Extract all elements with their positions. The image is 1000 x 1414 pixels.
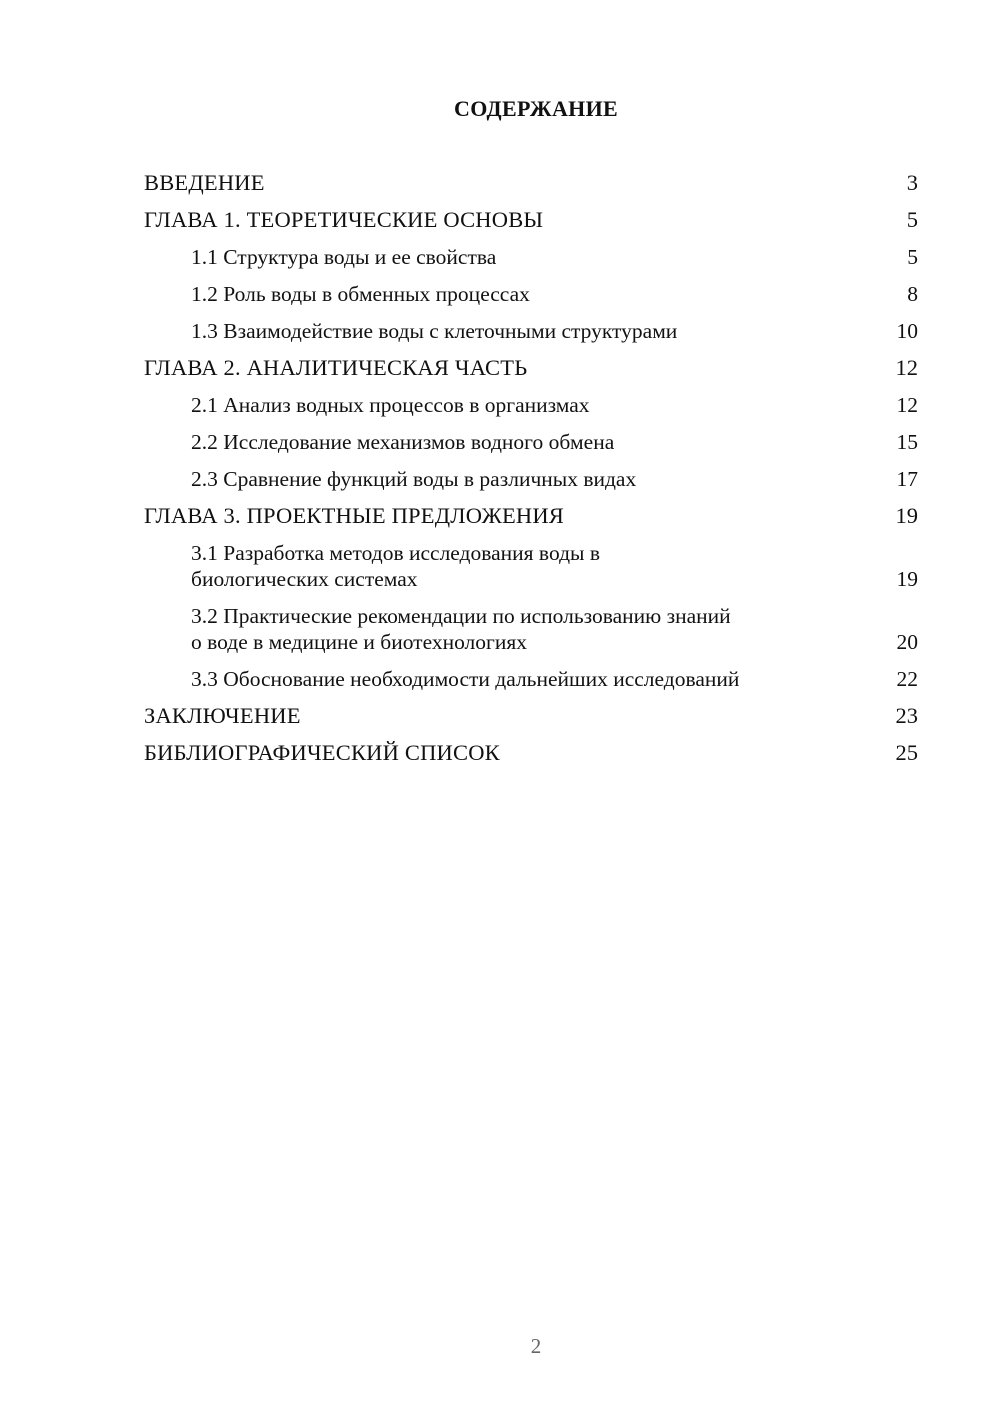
toc-entry-label: 3.3 Обоснование необходимости дальнейших исследований [191,667,740,691]
toc-entry-section-2-3 [144,466,918,492]
toc-entry-page: 8 [907,282,918,306]
toc-entry-label: ГЛАВА 1. ТЕОРЕТИЧЕСКИЕ ОСНОВЫ [144,207,544,232]
toc-entry-label: 3.1 Разработка методов исследования воды в биологических системах [191,541,600,591]
toc-entry-section-3-3 [144,666,918,692]
toc-entry-section-2-1 [144,392,918,418]
toc-entry-page: 12 [896,393,918,417]
toc-entry-section-1-2 [144,281,918,307]
toc-entry-page: 5 [907,245,918,269]
toc-entry-page: 25 [895,740,918,765]
toc-entry-section-3-1 [144,540,918,592]
toc-entry-chapter-2 [144,355,918,381]
toc-entry-section-1-3 [144,318,918,344]
toc-entry-label: 2.2 Исследование механизмов водного обмена [191,430,615,454]
toc-entry-chapter-1 [144,207,918,233]
toc-entry-label: 1.3 Взаимодействие воды с клеточными структурами [191,319,678,343]
toc-entry-label: БИБЛИОГРАФИЧЕСКИЙ СПИСОК [144,740,500,765]
toc-entry-page: 17 [896,467,918,491]
toc-entry-section-3-2 [144,603,918,655]
toc-entry-label: ЗАКЛЮЧЕНИЕ [144,703,301,728]
toc-entry-label: 3.2 Практические рекомендации по использованию знаний о воде в медицине и биотехнологиях [191,604,731,654]
toc-entry-introduction [144,170,918,196]
toc-entry-label: 2.3 Сравнение функций воды в различных видах [191,467,637,491]
toc-entry-page: 3 [906,170,918,195]
toc-entry-label: 1.1 Структура воды и ее свойства [191,245,497,269]
toc-entry-bibliography [144,740,918,766]
toc-entry-page: 19 [895,503,918,528]
toc-entry-chapter-3 [144,503,918,529]
table-of-contents [144,170,918,777]
toc-entry-conclusion [144,703,918,729]
toc-entry-section-1-1 [144,244,918,270]
page-title: СОДЕРЖАНИЕ [454,96,618,121]
toc-entry-page: 20 [896,630,918,654]
toc-entry-section-2-2 [144,429,918,455]
toc-entry-page: 10 [896,319,918,343]
toc-entry-page: 15 [896,430,918,454]
toc-entry-label: ГЛАВА 2. АНАЛИТИЧЕСКАЯ ЧАСТЬ [144,355,528,380]
toc-entry-page: 5 [906,207,918,232]
toc-entry-label: 2.1 Анализ водных процессов в организмах [191,393,590,417]
toc-entry-page: 12 [895,355,918,380]
toc-entry-page: 22 [896,667,918,691]
toc-entry-page: 23 [895,703,918,728]
toc-entry-label: ГЛАВА 3. ПРОЕКТНЫЕ ПРЕДЛОЖЕНИЯ [144,503,565,528]
page-number: 2 [530,1334,542,1358]
toc-entry-label: ВВЕДЕНИЕ [144,170,265,195]
toc-entry-label: 1.2 Роль воды в обменных процессах [191,282,530,306]
toc-entry-page: 19 [896,567,918,591]
